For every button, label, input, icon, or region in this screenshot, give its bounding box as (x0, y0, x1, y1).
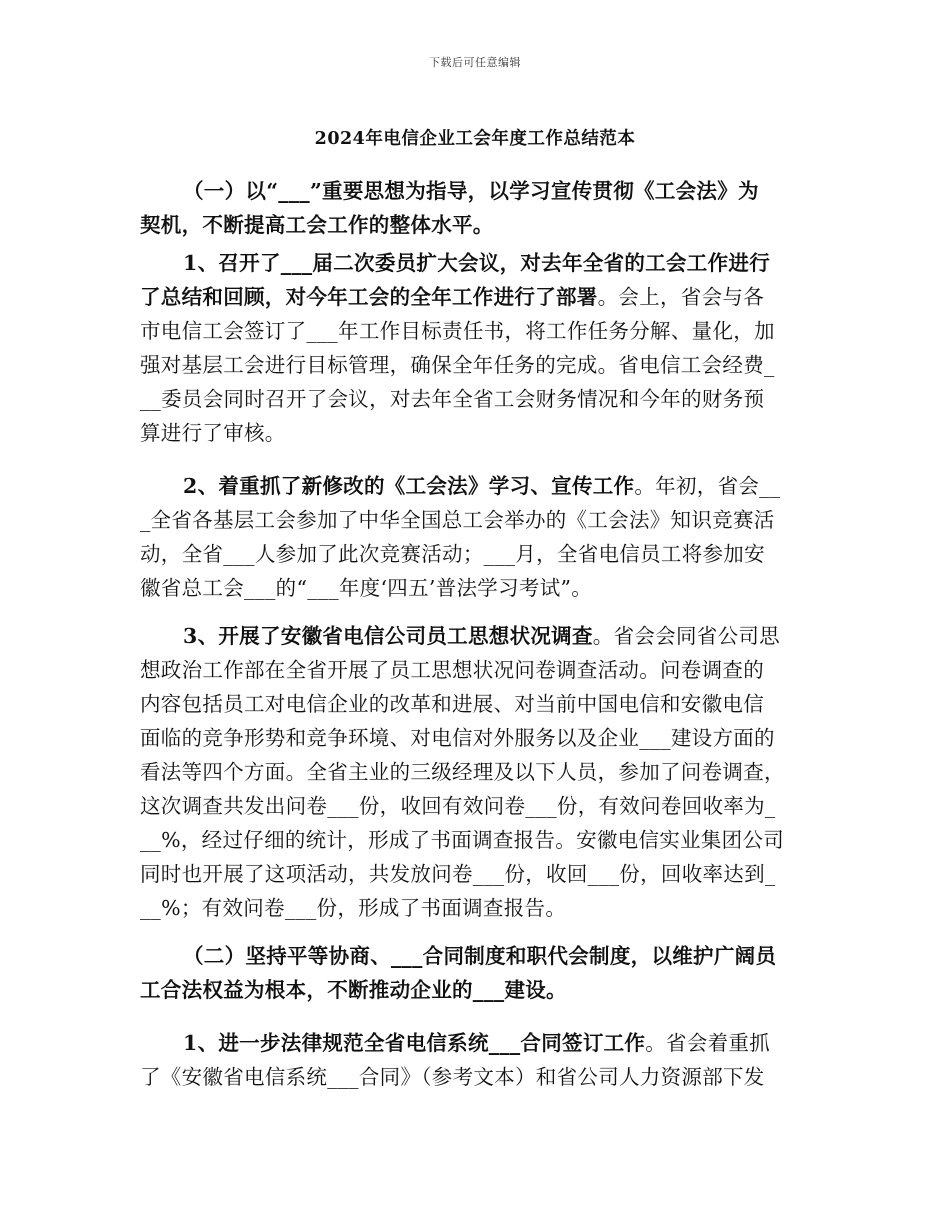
line-text: 面临的竞争形势和竞争环境、对电信对外服务以及企业___建设方面的 (140, 726, 775, 750)
line-text: __委员会同时召开了会议，对去年全省工会财务情况和今年的财务预 (140, 387, 765, 411)
text-line (183, 177, 759, 205)
text-line (183, 472, 780, 500)
text-line (183, 942, 776, 970)
document-title: 2024年电信企业工会年度工作总结范本 (314, 129, 636, 149)
line-text: 了《安徽省电信系统___合同》（参考文本）和省公司人力资源部下发 (140, 1065, 765, 1089)
text-line (140, 894, 566, 922)
line-text: 看法等四个方面。全省主业的三级经理及以下人员，参加了问卷调查， (140, 760, 785, 784)
line-text: 想政治工作部在全省开展了员工思想状况问卷调查活动。问卷调查的 (140, 658, 764, 682)
line-text: 契机，不断提高工会工作的整体水平。 (140, 213, 494, 237)
text-line (140, 724, 775, 752)
line-text: __%，经过仔细的统计，形成了书面调查报告。安徽电信实业集团公司 (140, 828, 785, 852)
header-note: 下载后可任意编辑 (429, 56, 521, 69)
text-line (140, 506, 775, 534)
text-line (140, 317, 775, 345)
line-text: 内容包括员工对电信企业的改革和进展、对当前中国电信和安徽电信 (140, 692, 764, 716)
line-text: 徽省总工会___的“___年度‘四五’普法学习考试”。 (140, 576, 593, 600)
text-line (140, 419, 286, 447)
line-text: （二）坚持平等协商、___合同制度和职代会制度，以维护广阔员 (183, 944, 777, 968)
line-text: 1、召开了___届二次委员扩大会议，对去年全省的工会工作进行 (183, 251, 771, 275)
line-text: 2、着重抓了新修改的《工会法》学习、宣传工作 (183, 474, 635, 498)
text-line (140, 385, 764, 413)
line-text: 工合法权益为根本，不断推动企业的___建设。 (140, 978, 567, 1002)
line-text: 市电信工会签订了___年工作目标责任书，将工作任务分解、量化，加 (140, 319, 775, 343)
text-line (140, 211, 494, 239)
line-text: 了总结和回顾，对今年工会的全年工作进行了部署 (140, 285, 598, 309)
line-text: 同时也开展了这项活动，共发放问卷___份，收回___份，回收率达到_ (140, 862, 776, 886)
line-text: 这次调查共发出问卷___份，收回有效问卷___份，有效问卷回收率为_ (140, 794, 776, 818)
text-line (140, 574, 592, 602)
text-line (140, 656, 764, 684)
text-line (140, 792, 775, 820)
line-rest: 。会上，省会与各 (597, 285, 765, 309)
text-line (140, 758, 785, 786)
text-line (183, 249, 770, 277)
line-text: __%；有效问卷___份，形成了书面调查报告。 (140, 896, 567, 920)
line-text: 3、开展了安徽省电信公司员工思想状况调查 (183, 624, 593, 648)
text-line (140, 860, 775, 888)
text-line (140, 976, 567, 1004)
line-text: 1、进一步法律规范全省电信系统___合同签订工作 (183, 1031, 646, 1055)
text-line (140, 283, 764, 311)
line-text: 强对基层工会进行目标管理，确保全年任务的完成。省电信工会经费_ (140, 353, 775, 377)
line-rest: 。年初，省会__ (634, 474, 781, 498)
line-text: 算进行了审核。 (140, 421, 286, 445)
text-line (183, 622, 780, 650)
text-line (140, 690, 764, 718)
text-line (140, 1063, 765, 1091)
line-text: 动，全省___人参加了此次竞赛活动；___月，全省电信员工将参加安 (140, 542, 765, 566)
line-rest: 。省会着重抓 (645, 1031, 771, 1055)
text-line (140, 826, 784, 854)
line-text: （一）以“___”重要思想为指导，以学习宣传贯彻《工会法》为 (183, 179, 759, 203)
line-text: _全省各基层工会参加了中华全国总工会举办的《工会法》知识竞赛活 (140, 508, 775, 532)
text-line (140, 540, 765, 568)
line-rest: 。省会会同省公司思 (592, 624, 780, 648)
text-line (140, 351, 775, 379)
text-line (183, 1029, 770, 1057)
